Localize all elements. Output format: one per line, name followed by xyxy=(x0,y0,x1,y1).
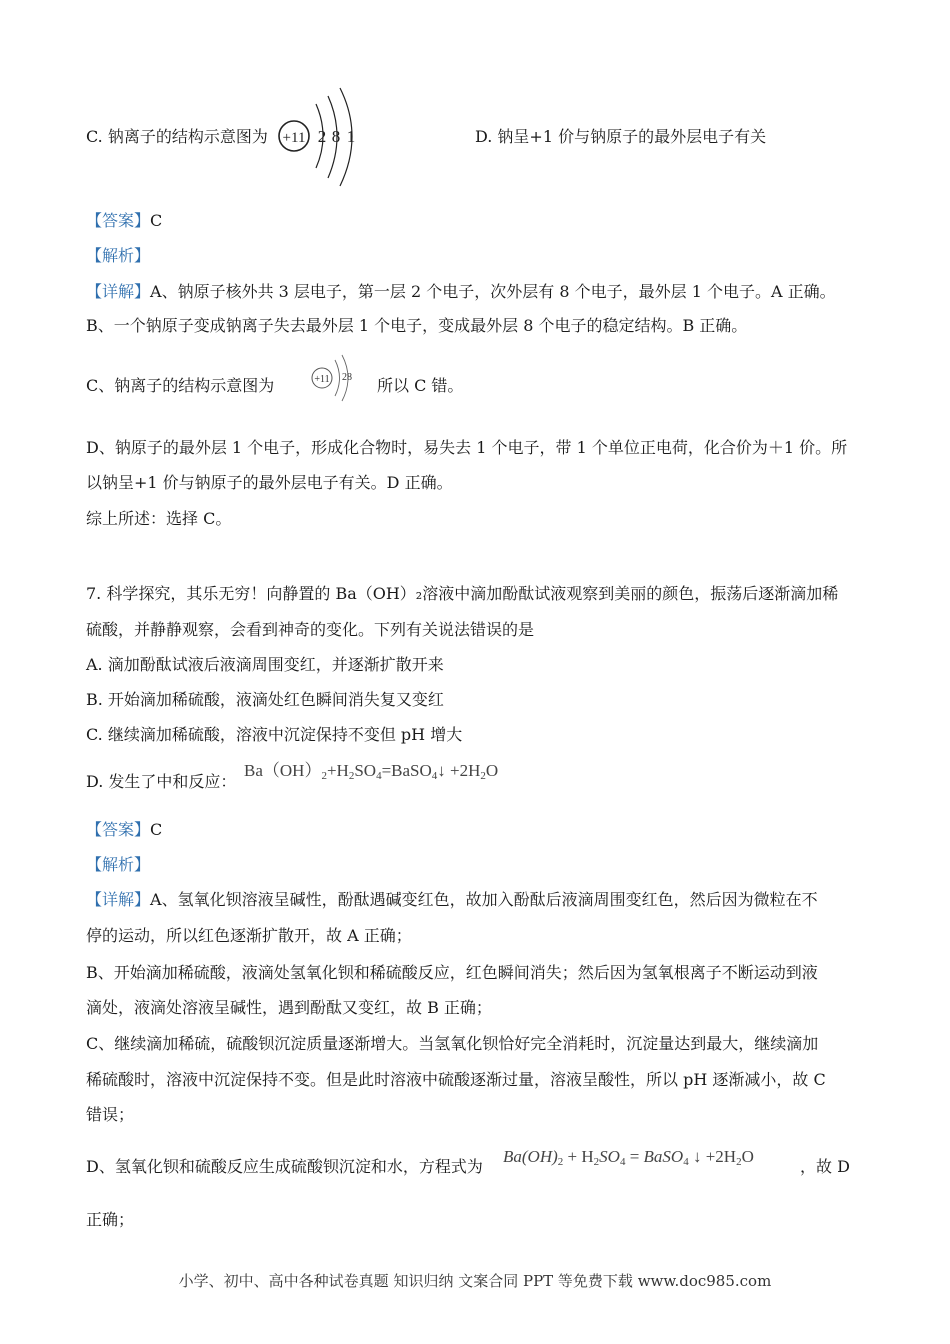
answer-tag: 【答案】 xyxy=(86,820,151,839)
q7-stem-1: 7. 科学探究，其乐无穷！向静置的 Ba（OH）₂溶液中滴加酚酞试液观察到美丽的颜色，振荡后逐渐滴加稀 xyxy=(86,584,839,603)
small-diagram-nucleus: +11 xyxy=(314,374,330,385)
q7-detail-a-1 xyxy=(86,889,818,911)
q7-detail-c-1: C、继续滴加稀硫，硫酸钡沉淀质量逐渐增大。当氢氧化钡恰好完全消耗时，沉淀量达到最大，继续滴加 xyxy=(86,1034,819,1053)
q7-option-d: D. 发生了中和反应： xyxy=(86,772,237,791)
diagram-shell-2: 8 xyxy=(331,127,341,146)
sodium-ion-diagram-large xyxy=(272,86,372,192)
q7-option-b: B. 开始滴加稀硫酸，液滴处红色瞬间消失复又变红 xyxy=(86,690,444,709)
q7-answer xyxy=(86,819,162,841)
answer-value: C xyxy=(150,820,163,839)
q7-detail-a-2: 停的运动，所以红色逐渐扩散开，故 A 正确； xyxy=(86,926,412,945)
q6-detail-a xyxy=(86,281,836,303)
answer-tag: 【答案】 xyxy=(86,211,151,230)
detail-tag: 【详解】 xyxy=(86,282,151,301)
q7-detail-c-2: 稀硫酸时，溶液中沉淀保持不变。但是此时溶液中硫酸逐渐过量，溶液呈酸性，所以 pH 逐渐减小，故 C xyxy=(86,1070,826,1089)
q7-equation-option-d: $Ba(OH)_2+H_2SO_4=BaSO_4↓ +2H_2O$ xyxy=(244,761,499,782)
q7-detail-c-3: 错误； xyxy=(86,1105,135,1124)
q7-detail-d-post: ，故 D xyxy=(800,1157,850,1176)
q6-option-d: D. 钠呈+1 价与钠原子的最外层电子有关 xyxy=(475,127,767,146)
q7-detail-d-2: 正确； xyxy=(86,1210,135,1229)
q7-detail-b-2: 滴处，液滴处溶液呈碱性，遇到酚酞又变红，故 B 正确； xyxy=(86,998,492,1017)
q6-option-c: C. 钠离子的结构示意图为 xyxy=(86,127,268,146)
answer-value: C xyxy=(150,211,163,230)
detail-a-text: A、钠原子核外共 3 层电子，第一层 2 个电子，次外层有 8 个电子，最外层 1 个电子。A 正确。 xyxy=(150,282,836,301)
q7-analysis-tag: 【解析】 xyxy=(86,855,151,874)
q6-summary: 综上所述：选择 C。 xyxy=(86,509,232,528)
q7-stem-2: 硫酸，并静静观察，会看到神奇的变化。下列有关说法错误的是 xyxy=(86,620,535,639)
diagram-shell-1: 2 xyxy=(317,127,327,146)
q6-detail-d-1: D、钠原子的最外层 1 个电子，形成化合物时，易失去 1 个电子，带 1 个单位正电荷，化合价为＋1 价。所 xyxy=(86,438,848,457)
q7-detail-d-pre: D、氢氧化钡和硫酸反应生成硫酸钡沉淀和水，方程式为 xyxy=(86,1157,483,1176)
q6-answer xyxy=(86,210,162,232)
sodium-ion-diagram-small xyxy=(310,352,360,402)
q6-detail-c-post: 所以 C 错。 xyxy=(377,376,464,395)
diagram-shell-3: 1 xyxy=(346,127,356,146)
small-diagram-shells: 28 xyxy=(342,372,352,383)
q7-option-c: C. 继续滴加稀硫酸，溶液中沉淀保持不变但 pH 增大 xyxy=(86,725,463,744)
q6-detail-c-pre: C、钠离子的结构示意图为 xyxy=(86,376,275,395)
detail-a-text: A、氢氧化钡溶液呈碱性，酚酞遇碱变红色，故加入酚酞后液滴周围变红色，然后因为微粒在不 xyxy=(150,890,818,909)
diagram-nucleus: +11 xyxy=(282,130,306,146)
q6-detail-d-2: 以钠呈+1 价与钠原子的最外层电子有关。D 正确。 xyxy=(86,473,453,492)
q6-analysis-tag: 【解析】 xyxy=(86,246,151,265)
q7-equation-detail-d: $Ba(OH)_2 + H_2SO_4$ = BaSO$_4$ ↓ $+2H_2O$ xyxy=(503,1147,754,1168)
q7-option-a: A. 滴加酚酞试液后液滴周围变红，并逐渐扩散开来 xyxy=(86,655,444,674)
q6-detail-b: B、一个钠原子变成钠离子失去最外层 1 个电子，变成最外层 8 个电子的稳定结构。B 正确。 xyxy=(86,316,748,335)
q7-detail-b-1: B、开始滴加稀硫酸，液滴处氢氧化钡和稀硫酸反应，红色瞬间消失；然后因为氢氧根离子不断运动到液 xyxy=(86,963,818,982)
page-footer: 小学、初中、高中各种试卷真题 知识归纳 文案合同 PPT 等免费下载 www.doc985.com xyxy=(178,1272,772,1290)
detail-tag: 【详解】 xyxy=(86,890,151,909)
